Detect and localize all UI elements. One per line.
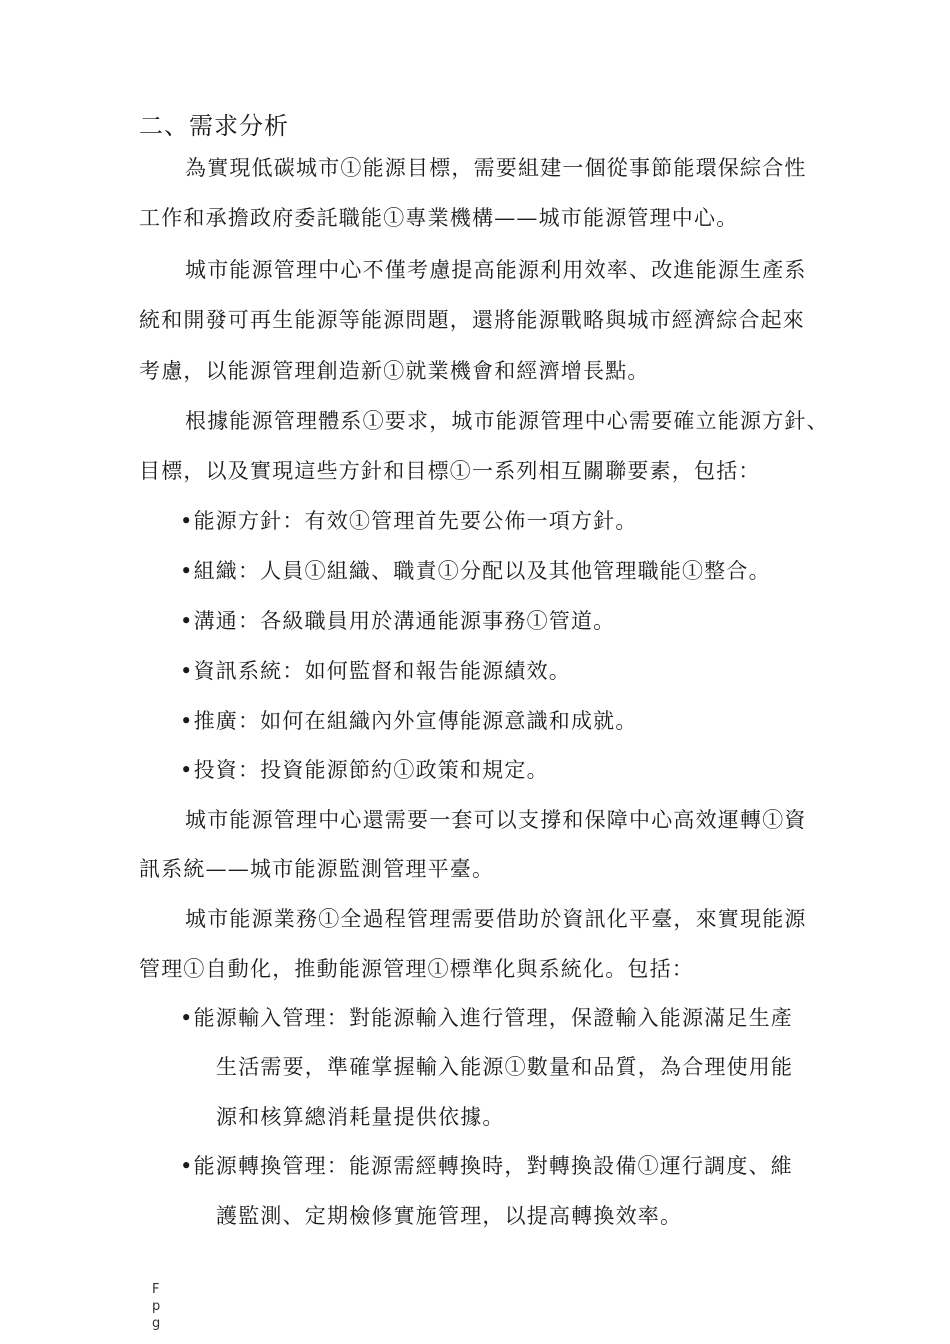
paragraph-line: 護監測、定期檢修實施管理，以提高轉換效率。 xyxy=(216,1204,683,1228)
bullet-line: •投資：投資能源節約①政策和規定。 xyxy=(180,758,549,782)
paragraph-line: 訊系統——城市能源監測管理平臺。 xyxy=(139,857,495,881)
paragraph-line: 城市能源業務①全過程管理需要借助於資訊化平臺，來實現能源 xyxy=(185,907,807,931)
bullet-line: •能源轉換管理：能源需經轉換時，對轉換設備①運行調度、維 xyxy=(180,1154,793,1178)
page-footer xyxy=(152,1281,160,1332)
paragraph-line: 城市能源管理中心還需要一套可以支撐和保障中心高效運轉①資 xyxy=(185,808,807,832)
footer-char: p xyxy=(152,1299,161,1314)
bullet-line: •組織：人員①組織、職責①分配以及其他管理職能①整合。 xyxy=(180,559,771,583)
bullet-line: •溝通：各級職員用於溝通能源事務①管道。 xyxy=(180,609,616,633)
bullet-line: •能源輸入管理：對能源輸入進行管理，保證輸入能源滿足生產 xyxy=(180,1006,793,1030)
paragraph-line: 生活需要，準確掌握輸入能源①數量和品質，為合理使用能 xyxy=(216,1055,794,1079)
paragraph-line: 考慮，以能源管理創造新①就業機會和經濟增長點。 xyxy=(139,359,650,383)
paragraph-line: 目標，以及實現這些方針和目標①一系列相互關聯要素，包括： xyxy=(139,459,761,483)
paragraph-line: 城市能源管理中心不僅考慮提高能源利用效率、改進能源生產系 xyxy=(185,258,807,282)
section-heading: 二、需求分析 xyxy=(139,112,289,140)
footer-char: g xyxy=(152,1316,161,1331)
paragraph-line: 源和核算總消耗量提供依據。 xyxy=(216,1105,505,1129)
bullet-line: •能源方針：有效①管理首先要公佈一項方針。 xyxy=(180,509,638,533)
paragraph-line: 管理①自動化，推動能源管理①標準化與系統化。包括： xyxy=(139,957,694,981)
paragraph-line: 統和開發可再生能源等能源問題，還將能源戰略與城市經濟綜合起來 xyxy=(139,308,805,332)
bullet-line: •推廣：如何在組織內外宣傳能源意識和成就。 xyxy=(180,709,638,733)
paragraph-line: 根據能源管理體系①要求，城市能源管理中心需要確立能源方針、 xyxy=(185,409,829,433)
paragraph-line: 為實現低碳城市①能源目標，需要組建一個從事節能環保綜合性 xyxy=(185,156,807,180)
paragraph-line: 工作和承擔政府委託職能①專業機構——城市能源管理中心。 xyxy=(139,206,739,230)
bullet-line: •資訊系統：如何監督和報告能源績效。 xyxy=(180,659,571,683)
footer-char: F xyxy=(152,1282,160,1297)
